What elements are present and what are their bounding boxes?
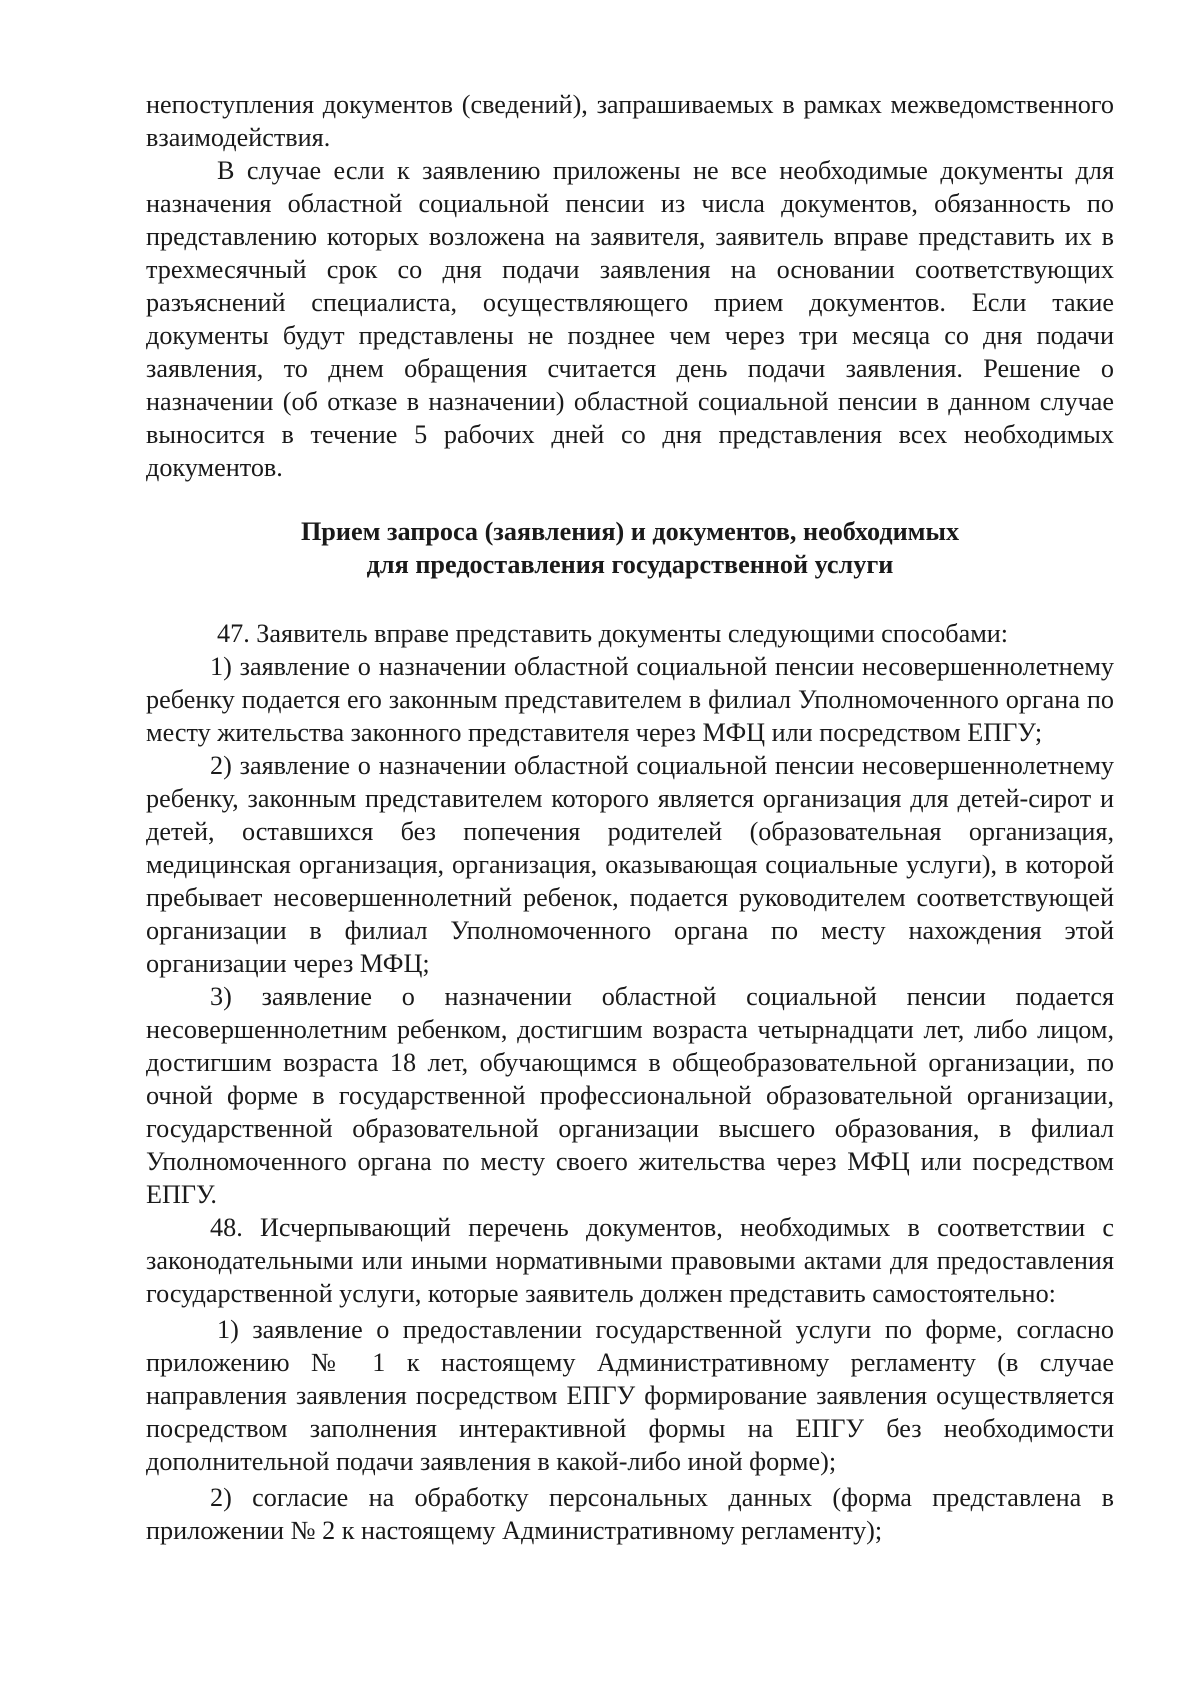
paragraph-incomplete-documents: В случае если к заявлению приложены не все необходимые документы для назначения областной социальной пенсии из числа документов, обязанность по представлению которых возложена на заявителя, заявитель вправе представить их в трехмесячный срок со дня подачи заявления на основании соответствующих разъяснений специалиста, осуществляющего прием документов. Если такие документы будут представлены не позднее чем через три месяца со дня подачи заявления, то днем обращения считается день подачи заявления. Решение о назначении (об отказе в назначении) областной социальной пенсии в данном случае выносится в течение 5 рабочих дней со дня представления всех необходимых документов. xyxy=(146,156,1114,482)
section-heading xyxy=(146,515,1114,581)
list-item-48-2: 2) согласие на обработку персональных данных (форма представлена в приложении № 2 к настоящему Административному регламенту); xyxy=(146,1483,1114,1545)
paragraph-continuation: непоступления документов (сведений), запрашиваемых в рамках межведомственного взаимодействия. xyxy=(146,90,1114,152)
paragraph-48: 48. Исчерпывающий перечень документов, необходимых в соответствии с законодательными или иными нормативными правовыми актами для предоставления государственной услуги, которые заявитель должен представить самостоятельно: xyxy=(146,1213,1114,1308)
list-item-47-3: 3) заявление о назначении областной социальной пенсии подается несовершеннолетним ребенком, достигшим возраста четырнадцати лет, либо лицом, достигшим возраста 18 лет, обучающимся в общеобразовательной организации, по очной форме в государственной профессиональной образовательной организации, государственной образовательной организации высшего образования, в филиал Уполномоченного органа по месту своего жительства через МФЦ или посредством ЕПГУ. xyxy=(146,982,1114,1209)
paragraph-47: 47. Заявитель вправе представить документы следующими способами: xyxy=(217,619,1009,648)
list-item-47-2: 2) заявление о назначении областной социальной пенсии несовершеннолетнему ребенку, законным представителем которого является организация для детей-сирот и детей, оставшихся без попечения родителей (образовательная организация, медицинская организация, организация, оказывающая социальные услуги), в которой пребывает несовершеннолетний ребенок, подается руководителем соответствующей организации в филиал Уполномоченного органа по месту нахождения этой организации через МФЦ; xyxy=(146,751,1114,978)
section-heading-line-2: для предоставления государственной услуги xyxy=(366,550,894,579)
section-heading-line-1: Прием запроса (заявления) и документов, необходимых xyxy=(300,517,960,546)
list-item-47-1: 1) заявление о назначении областной социальной пенсии несовершеннолетнему ребенку подается его законным представителем в филиал Уполномоченного органа по месту жительства законного представителя через МФЦ или посредством ЕПГУ; xyxy=(146,652,1114,747)
list-item-48-1: 1) заявление о предоставлении государственной услуги по форме, согласно приложению № 1 к настоящему Административному регламенту (в случае направления заявления посредством ЕПГУ формирование заявления осуществляется посредством заполнения интерактивной формы на ЕПГУ без необходимости дополнительной подачи заявления в какой-либо иной форме); xyxy=(146,1315,1114,1476)
